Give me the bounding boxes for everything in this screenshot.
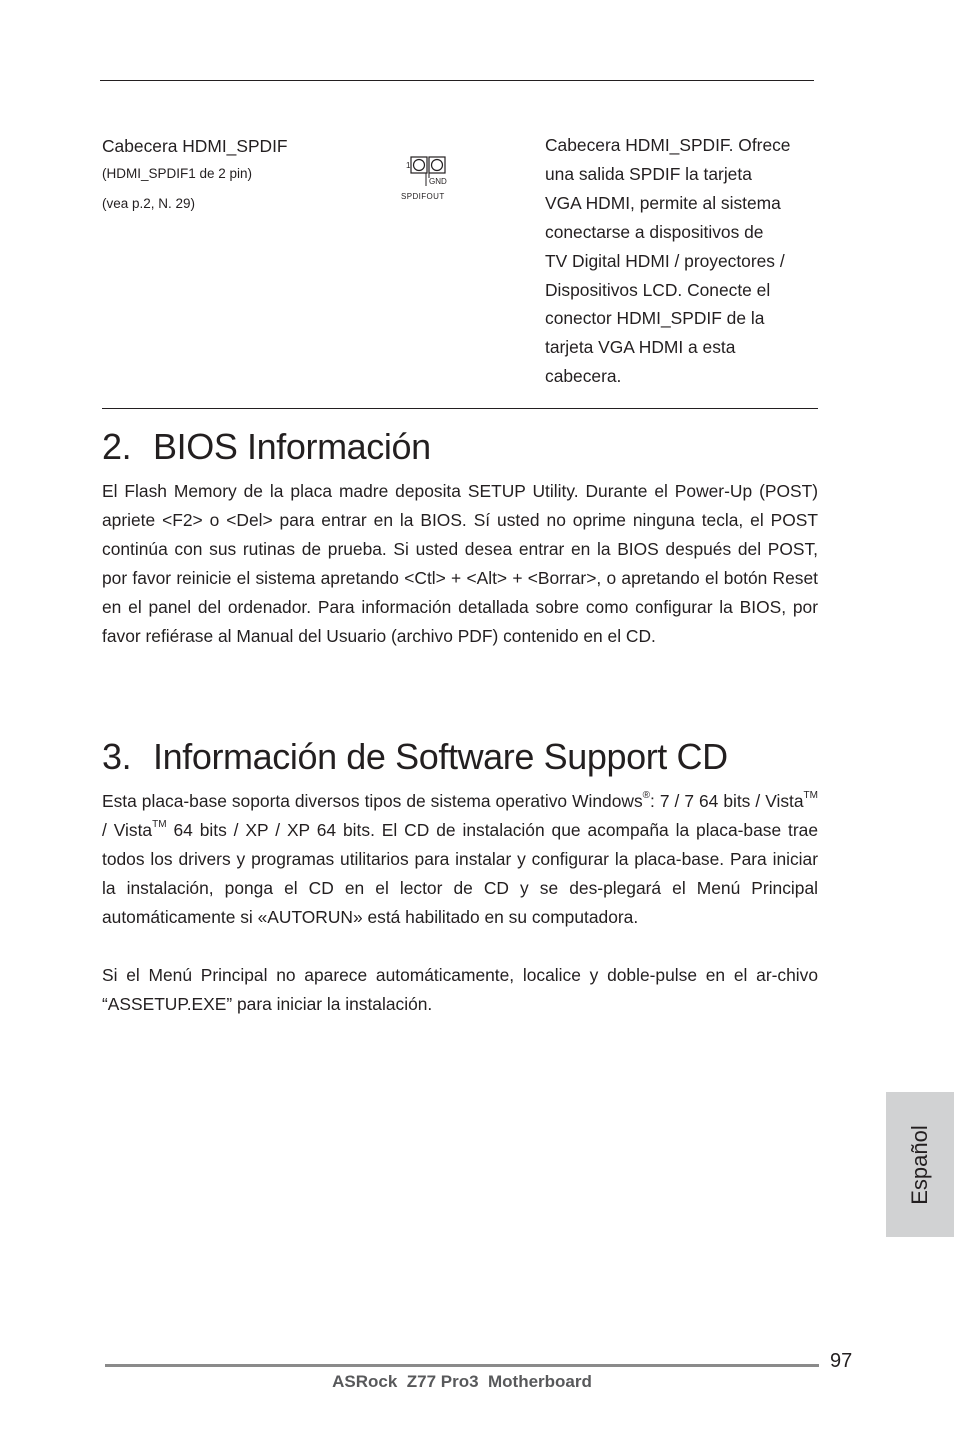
software-paragraph-1: Esta placa-base soporta diversos tipos de sistema operativo Windows®: 7 / 7 64 bits / Vista™ / Vista™ 64 bits / XP / XP 64 bits. El CD de instalación que acompaña la placa-base trae todos los drivers y programas utilitarios para instalar y configurar la placa-base. Para iniciar la instalación, ponga el CD en el lector de CD y se des-plegará el Menú Principal automáticamente si «AUTORUN» está habilitado en su computadora.: [102, 790, 818, 927]
language-tab: [886, 1092, 954, 1237]
description-line: conector HDMI_SPDIF de la: [545, 308, 765, 329]
description-line: Cabecera HDMI_SPDIF. Ofrece: [545, 135, 791, 155]
registered-mark: ®: [642, 790, 651, 801]
bios-paragraph: El Flash Memory de la placa madre deposita SETUP Utility. Durante el Power-Up (POST) apriete <F2> o <Del> para entrar en la BIOS. Sí usted no oprime ninguna tecla, el POST continúa con sus rutinas de prueba. Si usted desea entrar en la BIOS después del POST, por favor reinicie el sistema apretando <Ctl> + <Alt> + <Borrar>, o apretando el botón Reset en el panel del ordenador. Para información detallada sobre como configurar la BIOS, por favor refiérase al Manual del Usuario (archivo PDF) contenido en el CD.: [102, 481, 818, 646]
bios-heading: [102, 427, 431, 467]
pin1-circle: [414, 160, 425, 171]
trademark-mark: TM: [152, 819, 167, 830]
language-tab-label: Español: [907, 1124, 932, 1205]
pin2-circle: [432, 160, 443, 171]
description-line: tarjeta VGA HDMI a esta: [545, 337, 736, 358]
description-line: TV Digital HDMI / proyectores /: [545, 250, 785, 271]
footer-rule: [105, 1364, 819, 1367]
spdifout-label: SPDIFOUT: [401, 192, 445, 201]
description-line: cabecera.: [545, 366, 622, 387]
header-pin-count: (HDMI_SPDIF1 de 2 pin): [102, 166, 253, 181]
description-line: una salida SPDIF la tarjeta: [545, 163, 752, 184]
section-rule: [102, 408, 818, 409]
software-heading: [102, 737, 728, 777]
header-reference: (vea p.2, N. 29): [102, 196, 196, 211]
software-heading-number: 3.: [102, 736, 132, 777]
gnd-label: GND: [429, 177, 447, 186]
description-line: VGA HDMI, permite al sistema: [545, 192, 781, 213]
description-line: Dispositivos LCD. Conecte el: [545, 279, 771, 300]
header-title: Cabecera HDMI_SPDIF: [102, 136, 288, 156]
page-number: 97: [830, 1350, 853, 1372]
spdif-connector-diagram: [398, 154, 468, 204]
header-description: [545, 131, 790, 391]
software-heading-title: Información de Software Support CD: [153, 736, 728, 777]
trademark-mark: TM: [803, 790, 818, 801]
software-paragraph-2: Si el Menú Principal no aparece automáticamente, localice y doble-pulse en el ar-chivo “ASSETUP.EXE” para iniciar la instalación.: [102, 965, 818, 1014]
bios-heading-title: BIOS Información: [153, 426, 431, 467]
description-line: conectarse a dispositivos de: [545, 221, 764, 242]
top-rule: [100, 80, 814, 81]
pin1-label: 1: [406, 161, 411, 170]
bios-heading-number: 2.: [102, 426, 132, 467]
footer-product: ASRock Z77 Pro3 Motherboard: [332, 1372, 592, 1391]
